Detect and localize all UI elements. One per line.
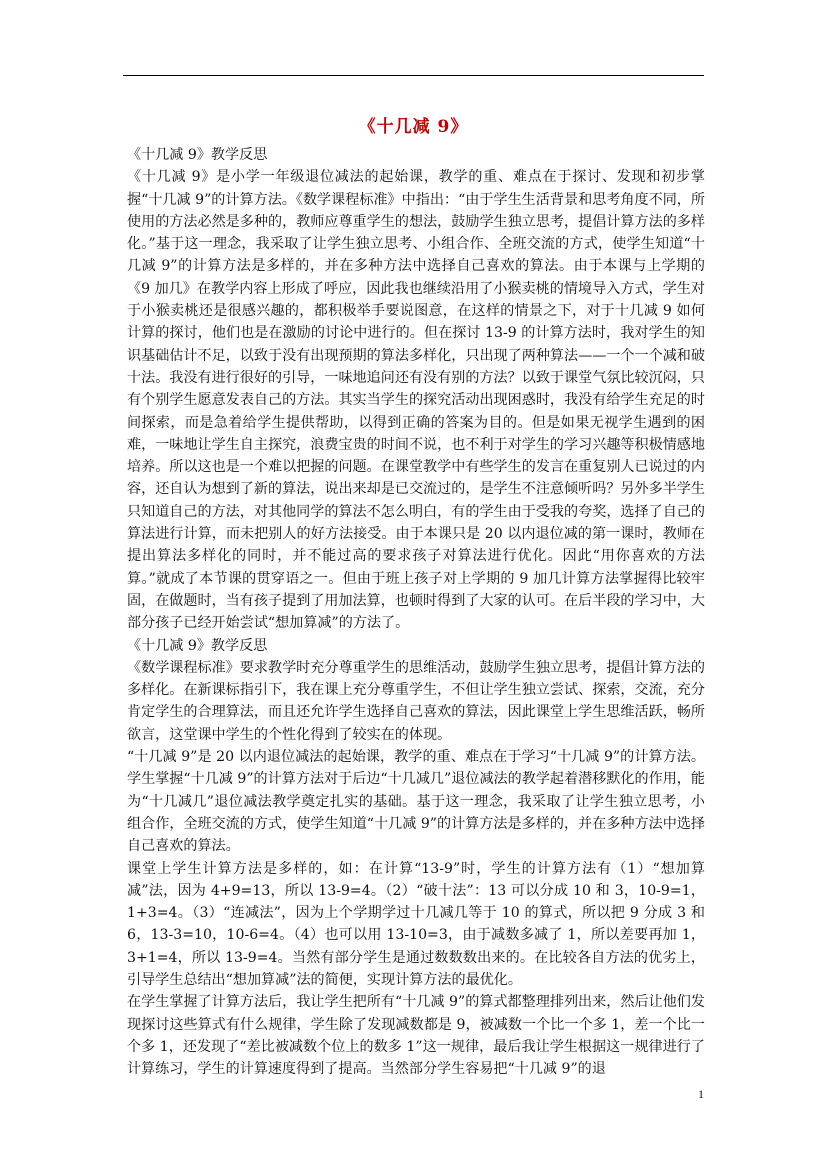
section-heading-2: 《十几减 9》教学反思 — [127, 637, 268, 654]
body-paragraph-5: 在学生掌握了计算方法后，我让学生把所有“十几减 9”的算式都整理排列出来，然后让他们发现探讨这些算式有什么规律，学生除了发现减数都是 9，被减数一个比一个多 1，差一个比一个多 1，还发现了“差比被减数个位上的数多 1”这一规律，最后我让学生根据这一规律进行了计算练习，学生的计算速度得到了提高。当然部分学生容易把“十几减 9”的退 — [127, 994, 705, 1078]
page-number: 1 — [698, 1087, 704, 1101]
body-paragraph-2: 《数学课程标准》要求教学时充分尊重学生的思维活动，鼓励学生独立思考，提倡计算方法的多样化。在新课标指引下，我在课上充分尊重学生，不但让学生独立尝试、探索，交流，充分肯定学生的合理算法，而且还允许学生选择自己喜欢的算法，因此课堂上学生思维活跃，畅所欲言，这堂课中学生的个性化得到了较实在的体现。 — [127, 659, 705, 743]
section-heading-1: 《十几减 9》教学反思 — [127, 147, 268, 163]
body-paragraph-3: “十几减 9”是 20 以内退位减法的起始课，教学的重、难点在于学习“十几减 9”的计算方法。学生掌握“十几减 9”的计算方法对于后边“十几减几”退位减法的教学起着潜移默化的作用，能为“十几减几”退位减法教学奠定扎实的基础。基于这一理念，我采取了让学生独立思考，小组合作，全班交流的方式，使学生知道“十几减 9”的计算方法是多样的，并在多种方法中选择自己喜欢的算法。 — [127, 749, 705, 855]
document-body — [127, 144, 705, 1080]
body-paragraph-1: 《十几减 9》是小学一年级退位减法的起始课，教学的重、难点在于探讨、发现和初步掌握“十几减 9”的计算方法。《数学课程标准》中指出：“由于学生生活背景和思考角度不同，所使用的方法必然是多种的，教师应尊重学生的想法，鼓励学生独立思考，提倡计算方法的多样化。”基于这一理念，我采取了让学生独立思考、小组合作、全班交流的方式，使学生知道“十几减 9”的计算方法是多样的，并在多种方法中选择自己喜欢的算法。由于本课与上学期的《9 加几》在教学内容上形成了呼应，因此我也继续沿用了小猴卖桃的情境导入方式，学生对于小猴卖桃还是很感兴趣的，都积极举手要说图意，在这样的情景之下，对于十几减 9 如何计算的探讨，他们也是在激励的讨论中进行的。但在探讨 13-9 的计算方法时，我对学生的知识基础估计不足，以致于没有出现预期的算法多样化，只出现了两种算法——一个一个减和破十法。我没有进行很好的引导，一味地追问还有没有别的方法？以致于课堂气氛比较沉闷，只有个别学生愿意发表自己的方法。其实当学生的探究活动出现困惑时，我没有给学生充足的时间探索，而是急着给学生提供帮助，以得到正确的答案为目的。但是如果无视学生遇到的困难，一味地让学生自主探究，浪费宝贵的时间不说，也不利于对学生的学习兴趣等积极情感地培养。所以这也是一个难以把握的问题。在课堂教学中有些学生的发言在重复别人已说过的内容，还自认为想到了新的算法，说出来却是已交流过的，是学生不注意倾听吗？另外多半学生只知道自己的方法，对其他同学的算法不怎么明白，有的学生由于受我的夸奖，选择了自己的算法进行计算，而未把别人的好方法接受。由于本课只是 20 以内退位减的第一课时，教师在提出算法多样化的同时，并不能过高的要求孩子对算法进行优化。因此“用你喜欢的方法算。”就成了本节课的贯穿语之一。但由于班上孩子对上学期的 9 加几计算方法掌握得比较牢固，在做题时，当有孩子提到了用加法算，也顿时得到了大家的认可。在后半段的学习中，大部分孩子已经开始尝试“想加算减”的方法了。 — [127, 169, 705, 632]
body-paragraph-4: 课堂上学生计算方法是多样的，如：在计算“13-9”时，学生的计算方法有（1）“想加算减”法，因为 4+9=13，所以 13-9=4。（2）“破十法”：13 可以分成 10 和 3，10-9=1，1+3=4。（3）“连减法”，因为上个学期学过十几减几等于 10 的算式，所以把 9 分成 3 和 6，13-3=10，10-6=4。（4）也可以用 13-10=3，由于减数多减了 1，所以差要再加 1，3+1=4，所以 13-9=4。当然有部分学生是通过数数数出来的。在比较各自方法的优劣上，引导学生总结出“想加算减”法的简便，实现计算方法的最优化。 — [127, 860, 705, 988]
document-title: 《十几减 9》 — [358, 117, 469, 137]
header-rule — [123, 75, 704, 76]
